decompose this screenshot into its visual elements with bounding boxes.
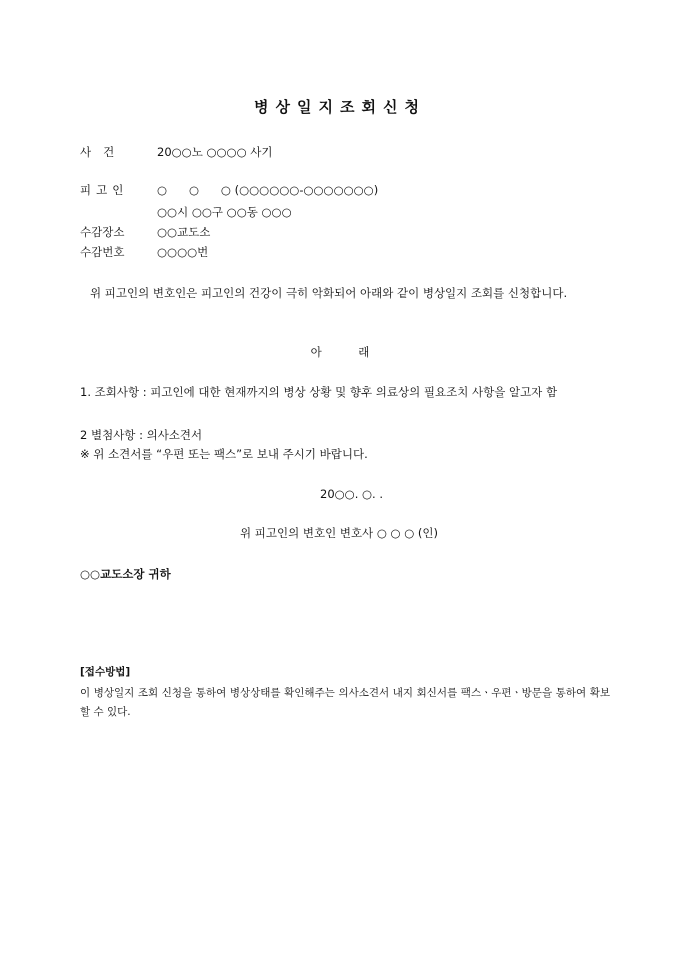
prison-value: ○○교도소	[157, 225, 211, 239]
section-heading: 아 래	[310, 345, 370, 359]
inmate-number-value: ○○○○번	[157, 245, 209, 259]
reception-body: 이 병상일지 조회 신청을 통하여 병상상태를 확인해주는 의사소견서 내지 회신서를 팩스ㆍ우편ㆍ방문을 통하여 확보할 수 있다.	[80, 687, 610, 718]
prison-label: 수감장소	[80, 225, 125, 239]
defendant-label: 피고인	[80, 183, 129, 197]
inquiry-item	[80, 382, 610, 403]
signature-line: 위 피고인의 변호인 변호사 ○ ○ ○ (인)	[240, 526, 438, 540]
defendant-value: ○ ○ ○ (○○○○○○-○○○○○○○)	[157, 183, 379, 197]
inquiry-item-text: 1. 조회사항 : 피고인에 대한 현재까지의 병상 상황 및 향후 의료상의 필요조치 사항을 알고자 함	[80, 385, 558, 399]
inmate-number-label: 수감번호	[80, 245, 125, 259]
attachment-item: 2 별첨사항 : 의사소견서	[80, 428, 203, 442]
recipient: ○○교도소장 귀하	[80, 567, 171, 581]
delivery-note: ※ 위 소견서를 “우편 또는 팩스”로 보내 주시기 바랍니다.	[80, 447, 368, 461]
defendant-address: ○○시 ○○구 ○○동 ○○○	[157, 205, 292, 219]
document-date: 20○○. ○. .	[320, 487, 384, 501]
reception-heading: [접수방법]	[80, 666, 131, 678]
case-value: 20○○노 ○○○○ 사기	[157, 145, 273, 159]
case-label: 사건	[80, 145, 127, 159]
intro-paragraph: 위 피고인의 변호인은 피고인의 건강이 극히 악화되어 아래와 같이 병상일지 조회를 신청합니다.	[90, 286, 568, 300]
document-title: 병상일지조회신청	[254, 98, 426, 116]
